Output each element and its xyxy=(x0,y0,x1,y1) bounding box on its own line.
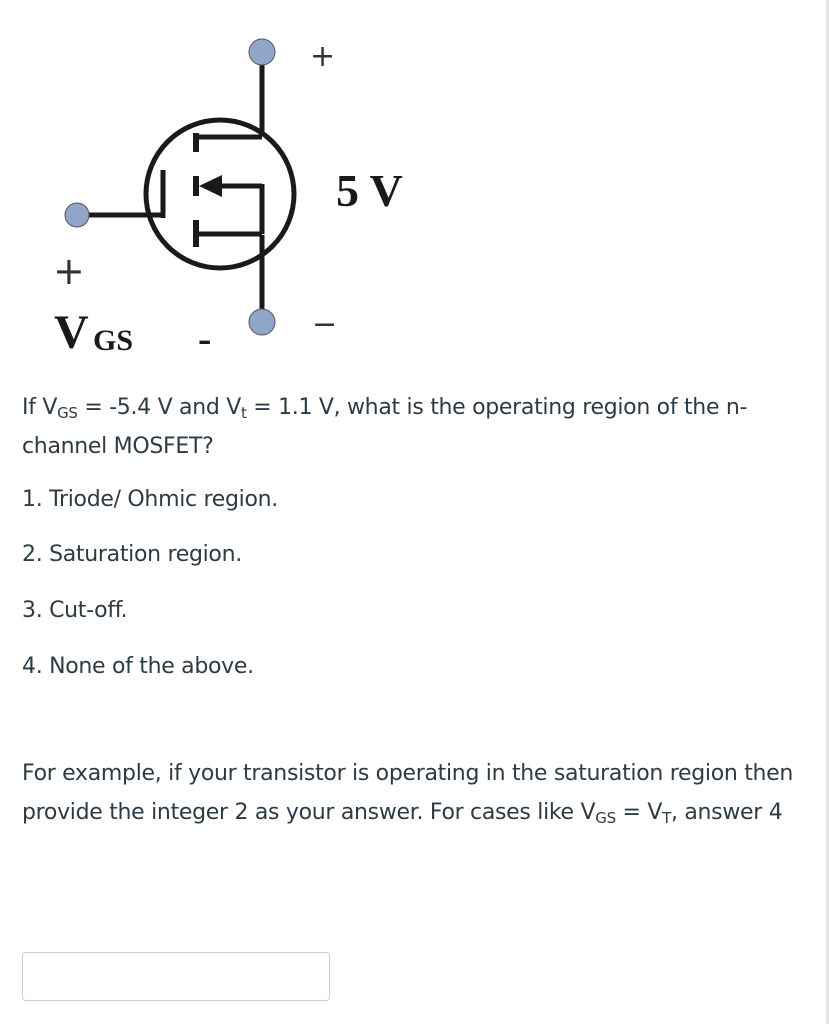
instructions-part: , answer 4 xyxy=(670,800,783,825)
gate-minus-sign: - xyxy=(198,316,212,361)
vgs-label-letter: V xyxy=(54,306,89,359)
option-1: 1. Triode/ Ohmic region. xyxy=(22,487,278,512)
option-3: 3. Cut-off. xyxy=(22,598,128,623)
gate-terminal xyxy=(65,203,89,227)
vgs-label-subscript: GS xyxy=(93,324,134,357)
question-part: If V xyxy=(22,395,58,420)
instructions-part: = V xyxy=(615,800,663,825)
supply-voltage-label: 5 V xyxy=(336,165,403,216)
question-subscript: GS xyxy=(57,404,78,422)
question-part: = -5.4 V and V xyxy=(77,395,241,420)
option-2: 2. Saturation region. xyxy=(22,542,242,567)
question-subscript: t xyxy=(240,404,247,422)
option-4: 4. None of the above. xyxy=(22,654,254,679)
instructions-subscript: T xyxy=(662,809,671,827)
mosfet-circuit-diagram xyxy=(0,0,829,370)
source-minus-sign: − xyxy=(312,307,338,342)
instructions-part: For example, if your transistor is operating in the saturation region then provide the integer 2 as your answer. For cases like V xyxy=(22,761,794,825)
body-arrow xyxy=(199,175,222,197)
answer-instructions xyxy=(22,754,812,832)
question-part: = 1.1 V, what is the operating region of the n-channel MOSFET? xyxy=(22,395,748,459)
instructions-subscript: GS xyxy=(595,809,616,827)
gate-plus-sign: + xyxy=(53,249,85,293)
answer-input[interactable] xyxy=(22,952,330,1001)
drain-terminal xyxy=(249,39,275,65)
drain-plus-sign: + xyxy=(310,39,336,74)
question-text xyxy=(22,388,812,466)
source-terminal xyxy=(249,309,275,335)
